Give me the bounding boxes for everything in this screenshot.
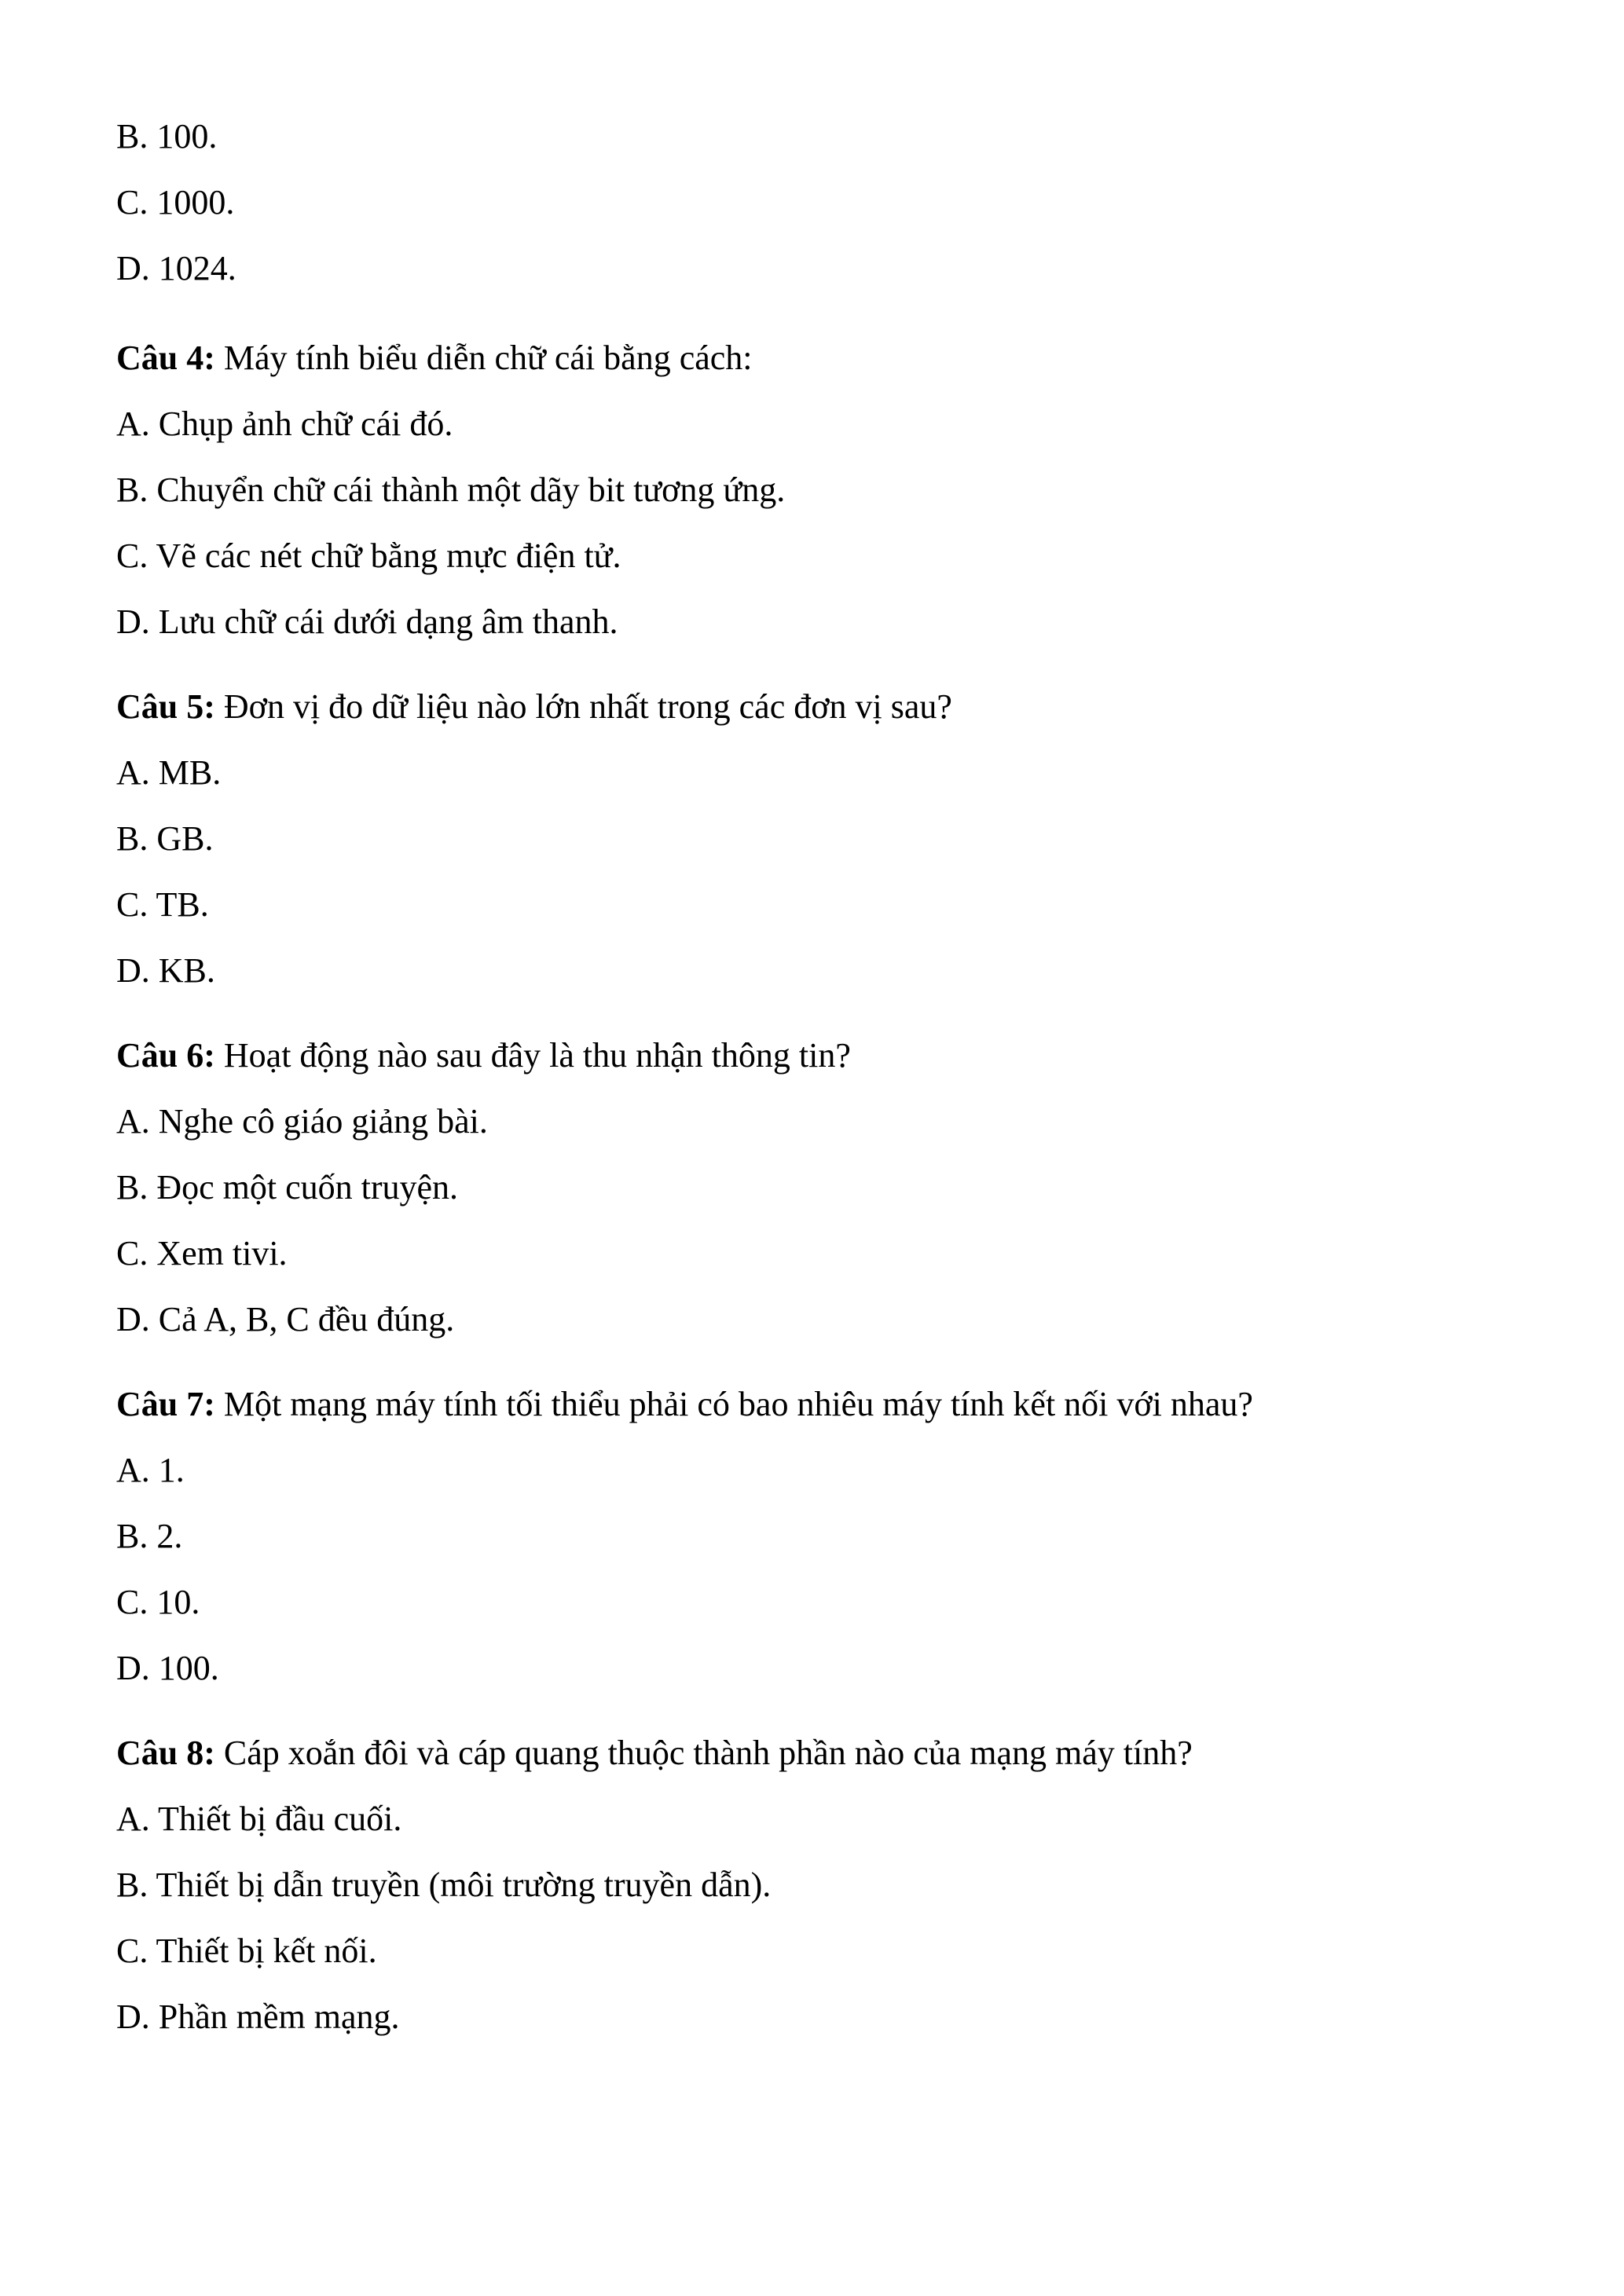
option-a: A. MB. (116, 753, 222, 792)
question-text: Đơn vị đo dữ liệu nào lớn nhất trong các đơn vị sau? (214, 687, 952, 726)
question-3-options-continued (116, 118, 236, 316)
question-list (116, 339, 1253, 2083)
question-text: Cáp xoắn đôi và cáp quang thuộc thành phần nào của mạng máy tính? (214, 1734, 1193, 1772)
question-stem (116, 1734, 1253, 1772)
question-label: Câu 8: (116, 1734, 215, 1772)
question-8 (116, 1734, 1253, 2036)
option-d: D. Lưu chữ cái dưới dạng âm thanh. (116, 602, 618, 641)
question-label: Câu 4: (116, 339, 215, 377)
option-c: C. 1000. (116, 183, 235, 222)
option-a: A. Chụp ảnh chữ cái đó. (116, 405, 453, 443)
option-c: C. TB. (116, 885, 209, 924)
question-5 (116, 688, 1253, 990)
option-b: B. 100. (116, 117, 218, 156)
option-c: C. Thiết bị kết nối. (116, 1932, 377, 1970)
question-text: Một mạng máy tính tối thiểu phải có bao nhiêu máy tính kết nối với nhau? (214, 1385, 1253, 1423)
option-c: C. Xem tivi. (116, 1234, 288, 1273)
question-stem (116, 688, 1253, 726)
option-b: B. Đọc một cuốn truyện. (116, 1168, 459, 1207)
question-label: Câu 5: (116, 687, 215, 726)
question-4 (116, 339, 1253, 641)
option-a: A. 1. (116, 1451, 185, 1489)
option-d: D. 1024. (116, 249, 236, 287)
question-stem (116, 1037, 1253, 1075)
option-b: B. 2. (116, 1517, 183, 1555)
question-text: Máy tính biểu diễn chữ cái bằng cách: (214, 339, 753, 377)
option-b: B. GB. (116, 819, 214, 858)
question-6 (116, 1037, 1253, 1338)
question-stem (116, 1386, 1253, 1423)
option-a: A. Thiết bị đầu cuối. (116, 1800, 402, 1838)
option-d: D. Cả A, B, C đều đúng. (116, 1300, 455, 1338)
question-label: Câu 7: (116, 1385, 215, 1423)
question-label: Câu 6: (116, 1036, 215, 1075)
question-7 (116, 1386, 1253, 1687)
option-b: B. Thiết bị dẫn truyền (môi trường truyền dẫn). (116, 1866, 772, 1904)
option-a: A. Nghe cô giáo giảng bài. (116, 1102, 488, 1141)
option-d: D. KB. (116, 951, 215, 990)
question-text: Hoạt động nào sau đây là thu nhận thông tin? (214, 1036, 851, 1075)
option-d: D. 100. (116, 1649, 219, 1687)
question-stem (116, 339, 1253, 377)
option-c: C. Vẽ các nét chữ bằng mực điện tử. (116, 536, 621, 575)
option-d: D. Phần mềm mạng. (116, 1998, 400, 2036)
option-c: C. 10. (116, 1583, 200, 1621)
option-b: B. Chuyển chữ cái thành một dãy bit tương ứng. (116, 471, 786, 509)
